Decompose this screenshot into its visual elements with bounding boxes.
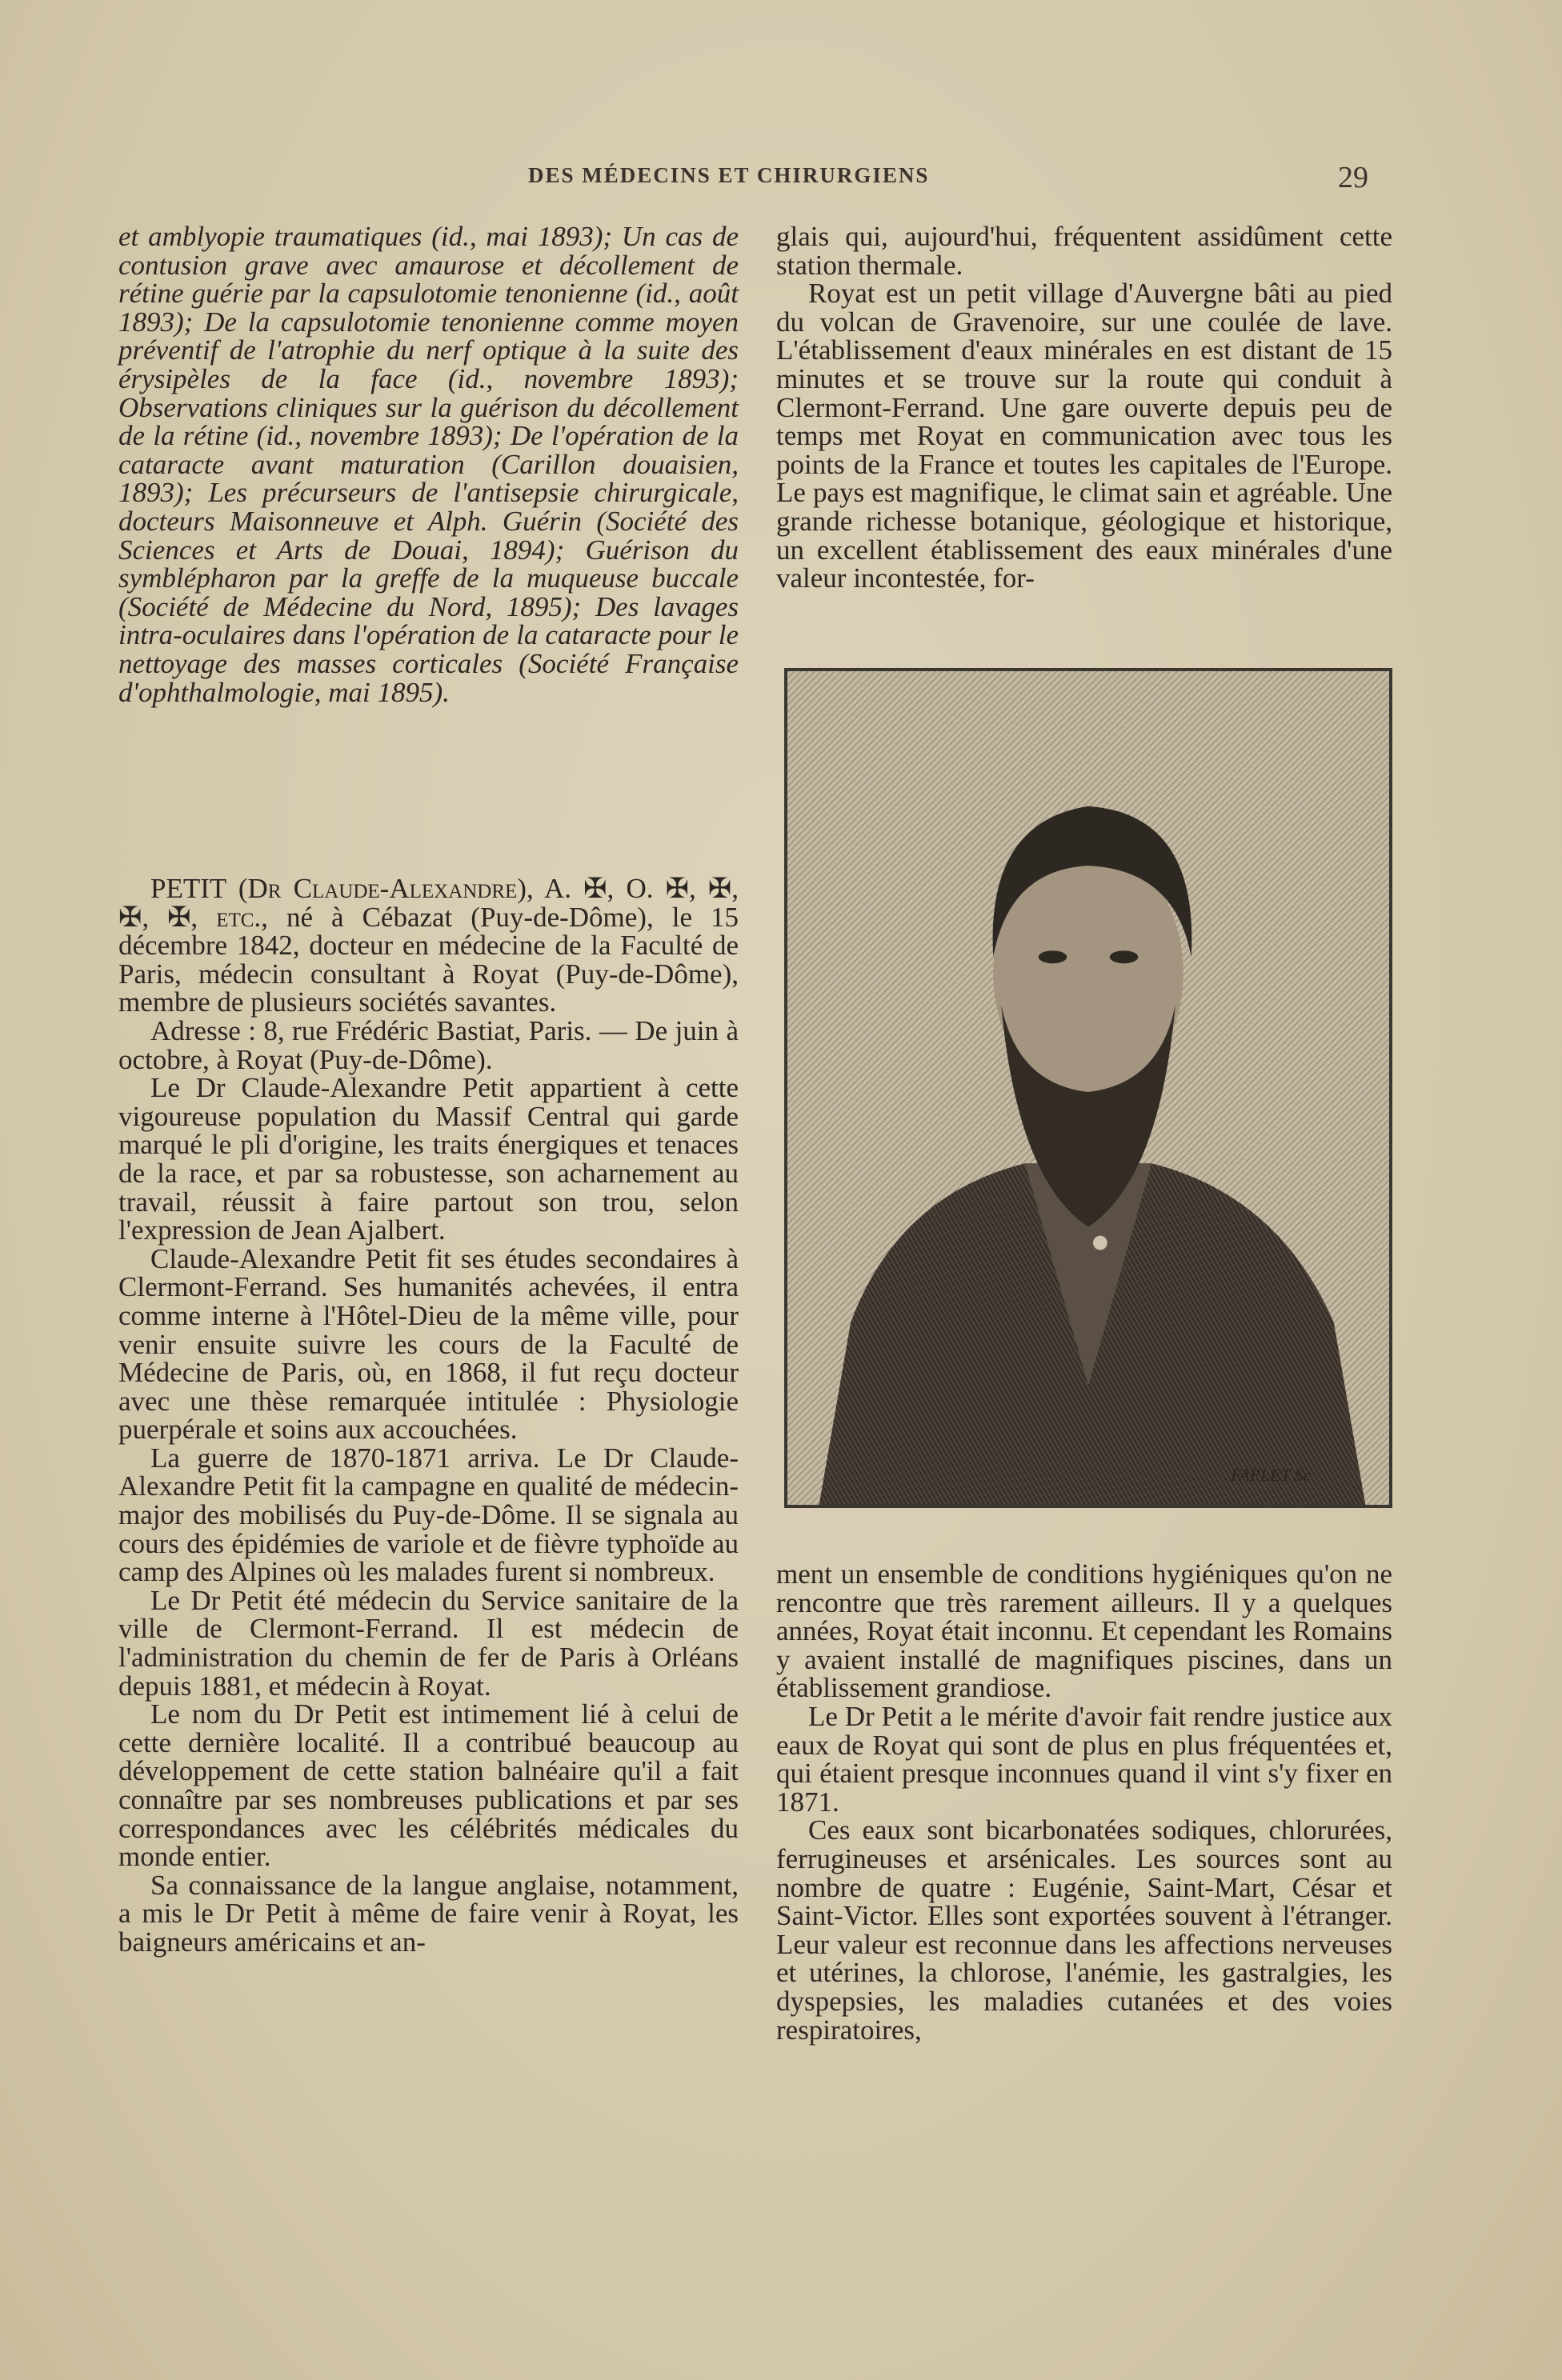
royat-paragraph-4: Le Dr Petit a le mérite d'avoir fait rendre justice aux eaux de Royat qui sont de plus en plus fréquentées et, qui étaient presque inconnues quand il vint s'y fixer en 1871.	[776, 1700, 1392, 1818]
bio-paragraph-4: Le Dr Petit été médecin du Service sanitaire de la ville de Clermont-Ferrand. Il est médecin de l'administration du chemin de fer de Paris à Orléans depuis 1881, et médecin à Royat.	[118, 1584, 739, 1702]
bio-paragraph-2: Claude-Alexandre Petit fit ses études secondaires à Clermont-Ferrand. Ses humanités achevées, il entra comme interne à l'Hôtel-Dieu de la même ville, pour venir ensuite suivre les cours de la Faculté de Médecine de Paris, où, en 1868, il fut reçu docteur avec une thèse remarquée intitulée : Physiologie puerpérale et soins aux accouchées.	[118, 1242, 739, 1446]
bio-paragraph-3: La guerre de 1870-1871 arriva. Le Dr Claude-Alexandre Petit fit la campagne en qualité de médecin-major des mobilisés du Puy-de-Dôme. Il se signala au cours des épidémies de variole et de fièvre typhoïde au camp des Alpines où les malades furent si nombreux.	[118, 1442, 739, 1588]
left-column-entry	[118, 874, 739, 1957]
left-column-top	[118, 222, 739, 706]
right-column-top	[776, 222, 1392, 593]
royat-paragraph-2: Royat est un petit village d'Auvergne bâti au pied du volcan de Gravenoire, sur une coulée de lave. L'établissement d'eaux minérales en est distant de 15 minutes et se trouve sur la route qui conduit à Clermont-Ferrand. Une gare ouverte depuis peu de temps met Royat en communication avec tous les points de la France et toutes les capitales de l'Europe. Le pays est magnifique, le climat sain et agréable. Une grande richesse botanique, géologique et historique, un excellent établissement des eaux minérales d'une valeur incontestée, for-	[776, 278, 1392, 594]
bio-paragraph-6: Sa connaissance de la langue anglaise, notamment, a mis le Dr Petit à même de faire venir à Royat, les baigneurs américains et an-	[118, 1869, 739, 1958]
page-header	[120, 160, 1368, 200]
entry-details: né à Cébazat (Puy-de-Dôme), le 15 décembre 1842, docteur en médecine de la Faculté de Paris, médecin consultant à Royat (Puy-de-Dôme), membre de plusieurs sociétés savantes.	[118, 901, 739, 1018]
running-head: DES MÉDECINS ET CHIRURGIENS	[528, 163, 930, 187]
entry-name: PETIT	[150, 873, 226, 904]
entry-address: Adresse : 8, rue Frédéric Bastiat, Paris. — De juin à octobre, à Royat (Puy-de-Dôme).	[118, 1014, 739, 1075]
page-number: 29	[1338, 161, 1368, 194]
entry-heading	[118, 874, 739, 1017]
portrait-illustration	[787, 671, 1389, 1505]
bio-paragraph-5: Le nom du Dr Petit est intimement lié à celui de cette dernière localité. Il a contribué beaucoup au développement de cette station balnéaire qu'il a fait connaître par ses nombreuses publications et par ses correspondances avec les célébrités médicales du monde entier.	[118, 1698, 739, 1873]
royat-paragraph-5: Ces eaux sont bicarbonatées sodiques, chlorurées, ferrugineuses et arsénicales. Les sources sont au nombre de quatre : Eugénie, Saint-Mart, César et Saint-Victor. Elles sont exportées souvent à l'étranger. Leur valeur est reconnue dans les affections nerveuses et utérines, la chlorose, l'anémie, les gastralgies, les dyspepsies, les maladies cutanées et des voies respiratoires,	[776, 1814, 1392, 2046]
engraver-signature: FARLET Sc	[1231, 1466, 1312, 1486]
entry-title: (Dr Claude-Alexandre), A. ✠, O. ✠, ✠, ✠, ✠, etc.,	[118, 873, 739, 933]
royat-paragraph-3: ment un ensemble de conditions hygiéniques qu'on ne rencontre que très rarement ailleurs. Il y a quelques années, Royat était inconnu. Et cependant les Romains y avaient installé de magnifiques piscines, dans un établissement grandiose.	[776, 1558, 1392, 1704]
right-column-bottom	[776, 1560, 1392, 2044]
bio-paragraph-1: Le Dr Claude-Alexandre Petit appartient à cette vigoureuse population du Massif Central qui garde marqué le pli d'origine, les traits énergiques et tenaces de la race, et par sa robustesse, son acharnement au travail, réussit à faire partout son trou, selon l'expression de Jean Ajalbert.	[118, 1072, 739, 1246]
portrait-engraving	[784, 668, 1392, 1508]
royat-paragraph-1: glais qui, aujourd'hui, fréquentent assidûment cette station thermale.	[776, 221, 1392, 281]
bibliography-paragraph: et amblyopie traumatiques (id., mai 1893); Un cas de contusion grave avec amaurose et décollement de rétine guérie par la capsulotomie tenonienne (id., août 1893); De la capsulotomie tenonienne comme moyen préventif de l'atrophie du nerf optique à la suite des érysipèles de la face (id., novembre 1893); Observations cliniques sur la guérison du décollement de la rétine (id., novembre 1893); De l'opération de la cataracte avant maturation (Carillon douaisien, 1893); Les précurseurs de l'antisepsie chirurgicale, docteurs Maisonneuve et Alph. Guérin (Société des Sciences et Arts de Douai, 1894); Guérison du symblépharon par la greffe de la muqueuse buccale (Société de Médecine du Nord, 1895); Des lavages intra-oculaires dans l'opération de la cataracte pour le nettoyage des masses corticales (Société Française d'ophthalmologie, mai 1895).	[118, 221, 739, 708]
